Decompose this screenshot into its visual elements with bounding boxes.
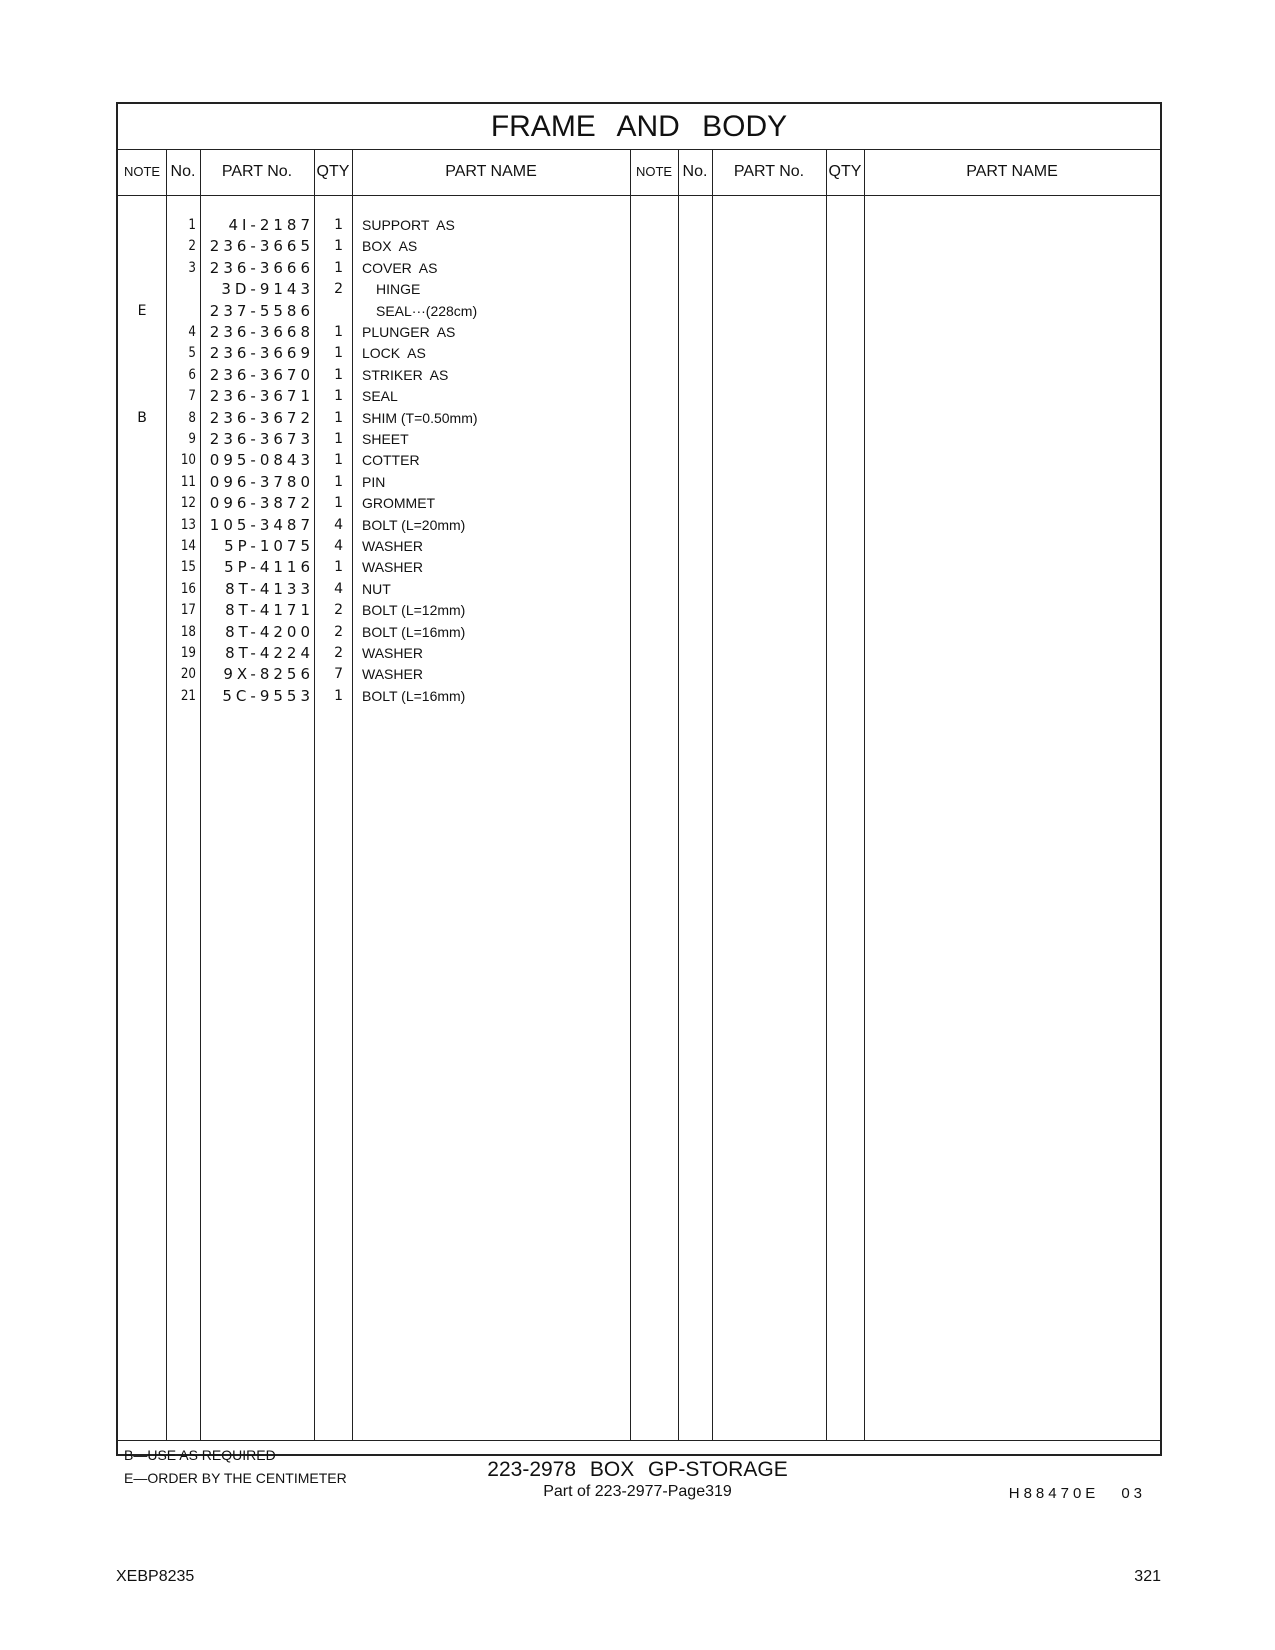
header-qty-left: QTY bbox=[316, 163, 350, 180]
row-part-name: GROMMET bbox=[362, 495, 436, 512]
row-item-number: 20 bbox=[180, 666, 196, 683]
table-row bbox=[118, 642, 630, 664]
row-quantity: 2 bbox=[334, 623, 343, 640]
row-part-number: 5P-1075 bbox=[224, 537, 314, 555]
row-quantity: 1 bbox=[334, 366, 343, 383]
row-part-number: 4I-2187 bbox=[228, 216, 314, 234]
table-row bbox=[118, 535, 630, 557]
row-part-number: 236-3673 bbox=[209, 430, 314, 448]
row-part-number: 236-3671 bbox=[209, 387, 314, 406]
row-item-number: 21 bbox=[180, 687, 196, 704]
row-quantity: 2 bbox=[334, 645, 343, 661]
row-part-name: BOLT (L=16mm) bbox=[362, 623, 466, 640]
row-item-number: 2 bbox=[188, 238, 196, 255]
row-part-number: 236-3668 bbox=[209, 323, 314, 341]
footnote-b: B—USE AS REQUIRED bbox=[124, 1447, 276, 1463]
row-note: B bbox=[137, 409, 147, 426]
row-part-number: 8T-4133 bbox=[225, 579, 314, 598]
row-part-name: WASHER bbox=[362, 538, 423, 554]
table-row bbox=[118, 599, 630, 621]
column-divider bbox=[712, 150, 713, 1440]
group-sub-caption: Part of 223-2977-Page319 bbox=[543, 1483, 732, 1500]
column-divider bbox=[864, 150, 865, 1440]
row-item-number: 11 bbox=[180, 473, 196, 490]
table-row bbox=[118, 235, 630, 257]
table-row bbox=[118, 471, 630, 493]
row-part-name: BOLT (L=12mm) bbox=[362, 602, 466, 619]
row-quantity: 7 bbox=[334, 666, 343, 683]
row-part-name: PLUNGER AS bbox=[362, 324, 456, 340]
table-title: FRAME AND BODY bbox=[118, 104, 1160, 150]
row-part-number: 105-3487 bbox=[209, 515, 314, 534]
table-row bbox=[118, 278, 630, 300]
header-part-name-left: PART NAME bbox=[445, 163, 537, 180]
row-quantity: 1 bbox=[334, 452, 343, 469]
row-part-name: SHEET bbox=[362, 431, 409, 447]
row-item-number: 14 bbox=[180, 538, 196, 554]
row-item-number: 18 bbox=[180, 623, 196, 640]
header-part-no-right: PART No. bbox=[733, 163, 805, 180]
table-row bbox=[118, 342, 630, 364]
table-row bbox=[118, 514, 630, 536]
header-part-no-left: PART No. bbox=[221, 163, 293, 180]
document-code-id: H88470E bbox=[1008, 1485, 1100, 1502]
row-part-name: SUPPORT AS bbox=[362, 217, 455, 233]
table-row bbox=[118, 321, 630, 343]
table-row bbox=[118, 385, 630, 407]
row-quantity: 1 bbox=[334, 687, 343, 704]
row-quantity: 1 bbox=[334, 259, 343, 276]
row-part-name: WASHER bbox=[362, 559, 423, 576]
row-quantity: 4 bbox=[334, 580, 343, 597]
table-row bbox=[118, 492, 630, 514]
row-item-number: 13 bbox=[180, 516, 196, 533]
row-part-number: 236-3666 bbox=[209, 258, 314, 277]
row-quantity: 2 bbox=[334, 281, 343, 298]
row-quantity: 1 bbox=[334, 324, 343, 340]
column-divider-center bbox=[630, 150, 631, 1440]
row-item-number: 12 bbox=[180, 495, 196, 512]
row-item-number: 5 bbox=[188, 345, 196, 362]
row-part-number: 095-0843 bbox=[209, 451, 314, 470]
row-part-name: STRIKER AS bbox=[362, 366, 449, 383]
table-row bbox=[118, 685, 630, 707]
column-divider bbox=[678, 150, 679, 1440]
row-part-number: 236-3670 bbox=[209, 365, 314, 384]
row-part-number: 237-5586 bbox=[209, 301, 314, 320]
row-item-number: 19 bbox=[180, 645, 196, 661]
row-note: E bbox=[137, 302, 147, 319]
table-row bbox=[118, 578, 630, 600]
row-part-number: 236-3669 bbox=[209, 344, 314, 363]
row-quantity: 1 bbox=[334, 409, 343, 426]
table-row bbox=[118, 428, 630, 450]
row-quantity: 1 bbox=[334, 217, 343, 233]
row-item-number: 1 bbox=[188, 217, 196, 233]
row-part-number: 3D-9143 bbox=[221, 280, 314, 299]
row-part-number: 8T-4200 bbox=[225, 622, 314, 641]
row-part-number: 5P-4116 bbox=[224, 558, 314, 577]
row-part-name: BOX AS bbox=[362, 238, 418, 255]
row-part-name: PIN bbox=[362, 473, 386, 490]
row-part-name: WASHER bbox=[362, 645, 423, 661]
row-quantity: 1 bbox=[334, 495, 343, 512]
table-row bbox=[118, 407, 630, 429]
row-part-name: LOCK AS bbox=[362, 345, 426, 362]
row-item-number: 4 bbox=[188, 324, 196, 340]
header-no-left: No. bbox=[170, 163, 196, 180]
row-quantity: 4 bbox=[334, 538, 343, 554]
group-caption: 223-2978 BOX GP-STORAGE bbox=[487, 1458, 788, 1481]
row-part-number: 9X-8256 bbox=[223, 665, 314, 684]
row-item-number: 9 bbox=[188, 431, 196, 447]
row-part-number: 8T-4224 bbox=[225, 644, 314, 662]
row-part-number: 096-3780 bbox=[209, 472, 314, 491]
table-row bbox=[118, 257, 630, 279]
row-quantity: 2 bbox=[334, 602, 343, 619]
row-part-name: BOLT (L=20mm) bbox=[362, 516, 466, 533]
table-row bbox=[118, 621, 630, 643]
row-item-number: 16 bbox=[180, 580, 196, 597]
column-divider bbox=[826, 150, 827, 1440]
row-part-name: SEAL bbox=[362, 388, 398, 405]
row-quantity: 1 bbox=[334, 238, 343, 255]
header-no-right: No. bbox=[682, 163, 708, 180]
row-quantity: 1 bbox=[334, 345, 343, 362]
publication-number: XEBP8235 bbox=[116, 1568, 195, 1585]
row-item-number: 15 bbox=[180, 559, 196, 576]
row-item-number: 10 bbox=[180, 452, 196, 469]
table-row bbox=[118, 663, 630, 685]
row-part-number: 096-3872 bbox=[209, 494, 314, 513]
row-part-name: COTTER bbox=[362, 452, 420, 469]
row-part-name: HINGE bbox=[376, 281, 421, 298]
table-row bbox=[118, 364, 630, 386]
row-quantity: 4 bbox=[334, 516, 343, 533]
row-part-name: SEAL···(228cm) bbox=[376, 302, 478, 319]
row-part-name: SHIM (T=0.50mm) bbox=[362, 409, 478, 426]
row-part-name: BOLT (L=16mm) bbox=[362, 687, 466, 704]
row-quantity: 1 bbox=[334, 388, 343, 405]
row-quantity: 1 bbox=[334, 559, 343, 576]
row-part-number: 236-3672 bbox=[209, 408, 314, 427]
header-qty-right: QTY bbox=[828, 163, 862, 180]
row-item-number: 8 bbox=[188, 409, 196, 426]
row-part-name: NUT bbox=[362, 580, 391, 597]
row-part-number: 5C-9553 bbox=[222, 686, 314, 705]
page-number: 321 bbox=[1134, 1568, 1161, 1585]
row-part-number: 8T-4171 bbox=[225, 601, 314, 620]
row-item-number: 17 bbox=[180, 602, 196, 619]
row-part-number: 236-3665 bbox=[209, 237, 314, 256]
row-item-number: 7 bbox=[188, 388, 196, 405]
row-part-name: WASHER bbox=[362, 666, 423, 683]
row-quantity: 1 bbox=[334, 431, 343, 447]
row-item-number: 6 bbox=[188, 366, 196, 383]
table-row bbox=[118, 300, 630, 322]
document-code-rev: 03 bbox=[1121, 1485, 1146, 1502]
header-note-right: NOTE bbox=[635, 164, 673, 179]
row-quantity: 1 bbox=[334, 473, 343, 490]
table-row bbox=[118, 449, 630, 471]
table-row bbox=[118, 214, 630, 236]
table-header bbox=[118, 150, 1160, 196]
header-note-left: NOTE bbox=[123, 164, 161, 179]
row-item-number: 3 bbox=[188, 259, 196, 276]
header-part-name-right: PART NAME bbox=[966, 163, 1058, 180]
row-part-name: COVER AS bbox=[362, 259, 438, 276]
footnote-e: E—ORDER BY THE CENTIMETER bbox=[124, 1470, 347, 1486]
table-row bbox=[118, 556, 630, 578]
